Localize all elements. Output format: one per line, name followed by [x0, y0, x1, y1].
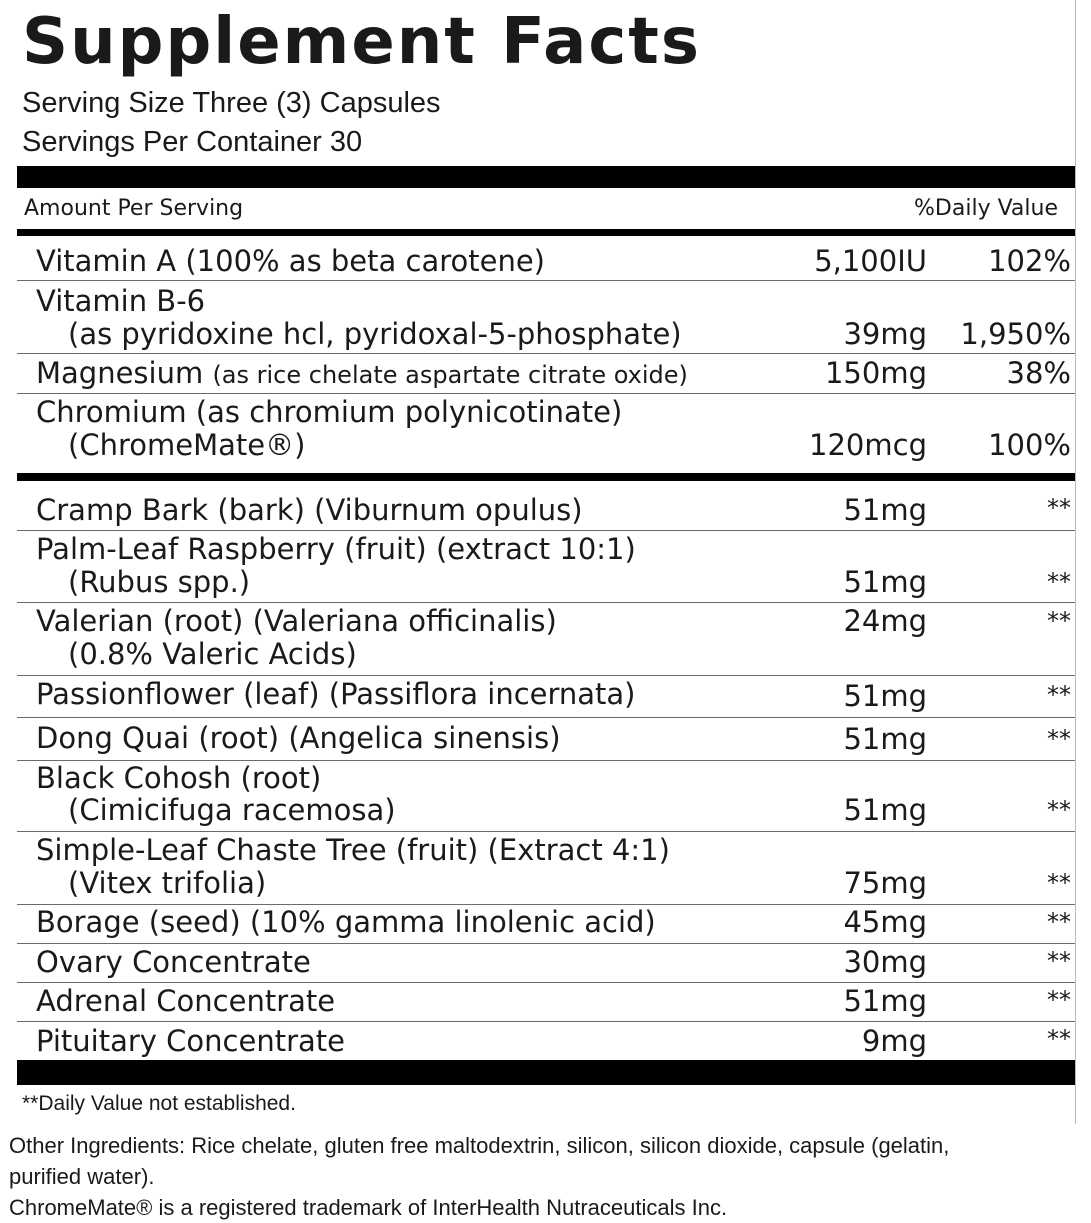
- ingredient-amount: 51mg: [843, 722, 927, 756]
- ingredient-daily-value: **: [1047, 725, 1071, 753]
- daily-value-header: %Daily Value: [914, 196, 1058, 221]
- nutrient-amount: 5,100IU: [814, 244, 927, 278]
- ingredient-amount: 51mg: [843, 793, 927, 827]
- ingredient-daily-value: **: [1047, 568, 1071, 596]
- ingredient-amount: 51mg: [843, 565, 927, 599]
- ingredient-name: Valerian (root) (Valeriana officinalis): [36, 604, 557, 638]
- nutrient-name: Magnesium (as rice chelate aspartate citrate oxide): [36, 356, 688, 390]
- amount-per-serving-header: Amount Per Serving: [24, 196, 244, 221]
- ingredient-amount: 51mg: [843, 679, 927, 713]
- ingredient-daily-value: **: [1047, 986, 1071, 1014]
- ingredient-amount: 30mg: [843, 945, 927, 979]
- list-item: [17, 531, 1075, 603]
- ingredient-name: Adrenal Concentrate: [36, 984, 336, 1018]
- ingredient-amount: 51mg: [843, 493, 927, 527]
- ingredient-source: (Cimicifuga racemosa): [68, 793, 396, 827]
- nutrient-daily-value: 102%: [988, 244, 1071, 278]
- ingredient-name: Dong Quai (root) (Angelica sinensis): [36, 721, 561, 755]
- other-ingredients-line: purified water).: [9, 1164, 155, 1189]
- ingredient-name: Simple-Leaf Chaste Tree (fruit) (Extract 4:1): [36, 833, 670, 867]
- ingredient-daily-value: **: [1047, 681, 1071, 709]
- ingredient-name: Palm-Leaf Raspberry (fruit) (extract 10:1): [36, 532, 636, 566]
- ingredient-name: Borage (seed) (10% gamma linolenic acid): [36, 905, 656, 939]
- divider-header: [17, 229, 1075, 236]
- list-item: [17, 905, 1075, 944]
- divider-section: [17, 473, 1075, 481]
- ingredient-source: (0.8% Valeric Acids): [68, 637, 357, 671]
- label-title: Supplement Facts: [22, 5, 701, 79]
- list-item: [17, 676, 1075, 718]
- list-item: [17, 281, 1075, 354]
- ingredient-amount: 24mg: [843, 604, 927, 638]
- list-item: [17, 983, 1075, 1022]
- list-item: [17, 832, 1075, 905]
- nutrient-name: Vitamin B-6: [36, 284, 206, 318]
- nutrient-name: Vitamin A (100% as beta carotene): [36, 244, 546, 278]
- ingredient-source: (Rubus spp.): [68, 565, 251, 599]
- nutrient-source: (as pyridoxine hcl, pyridoxal-5-phosphate): [68, 317, 682, 351]
- thick-divider-top: [17, 166, 1075, 188]
- servings-per-container: Servings Per Container 30: [22, 126, 363, 158]
- list-item: [17, 603, 1075, 676]
- ingredient-daily-value: **: [1047, 947, 1071, 975]
- ingredient-daily-value: **: [1047, 796, 1071, 824]
- other-ingredients-line: Other Ingredients: Rice chelate, gluten free maltodextrin, silicon, silicon dioxide, capsule (gelatin,: [9, 1133, 950, 1158]
- ingredient-daily-value: **: [1047, 908, 1071, 936]
- list-item: [17, 944, 1075, 983]
- footnote: **Daily Value not established.: [22, 1092, 296, 1115]
- ingredient-name: Ovary Concentrate: [36, 945, 311, 979]
- other-ingredients: [9, 1130, 1084, 1223]
- ingredient-name: Black Cohosh (root): [36, 761, 322, 795]
- ingredient-amount: 51mg: [843, 984, 927, 1018]
- nutrient-daily-value: 100%: [988, 428, 1071, 462]
- nutrient-amount: 120mcg: [809, 428, 927, 462]
- nutrient-amount: 39mg: [843, 317, 927, 351]
- ingredient-name: Pituitary Concentrate: [36, 1024, 345, 1058]
- ingredient-daily-value: **: [1047, 607, 1071, 635]
- ingredient-amount: 9mg: [861, 1024, 927, 1058]
- nutrient-daily-value: 38%: [1006, 356, 1071, 390]
- ingredient-amount: 45mg: [843, 905, 927, 939]
- list-item: [17, 394, 1075, 472]
- list-item: [17, 761, 1075, 832]
- list-item: [17, 1022, 1075, 1060]
- nutrient-name: Chromium (as chromium polynicotinate): [36, 395, 623, 429]
- list-item: [17, 718, 1075, 761]
- nutrient-source: (ChromeMate®): [68, 428, 306, 462]
- nutrient-source: (as rice chelate aspartate citrate oxide): [212, 361, 688, 389]
- ingredient-name: Cramp Bark (bark) (Viburnum opulus): [36, 493, 583, 527]
- ingredient-daily-value: **: [1047, 1025, 1071, 1053]
- trademark-notice: ChromeMate® is a registered trademark of InterHealth Nutraceuticals Inc.: [9, 1195, 728, 1220]
- nutrient-daily-value: 1,950%: [960, 317, 1071, 351]
- ingredient-amount: 75mg: [843, 866, 927, 900]
- list-item: [17, 354, 1075, 394]
- list-item: [17, 236, 1075, 281]
- list-item: [17, 481, 1075, 531]
- nutrient-amount: 150mg: [824, 356, 927, 390]
- ingredient-name: Passionflower (leaf) (Passiflora incernata): [36, 677, 636, 711]
- ingredient-daily-value: **: [1047, 869, 1071, 897]
- thick-divider-bottom: [17, 1060, 1075, 1085]
- ingredient-daily-value: **: [1047, 494, 1071, 522]
- serving-size: Serving Size Three (3) Capsules: [22, 87, 441, 119]
- ingredient-source: (Vitex trifolia): [68, 866, 267, 900]
